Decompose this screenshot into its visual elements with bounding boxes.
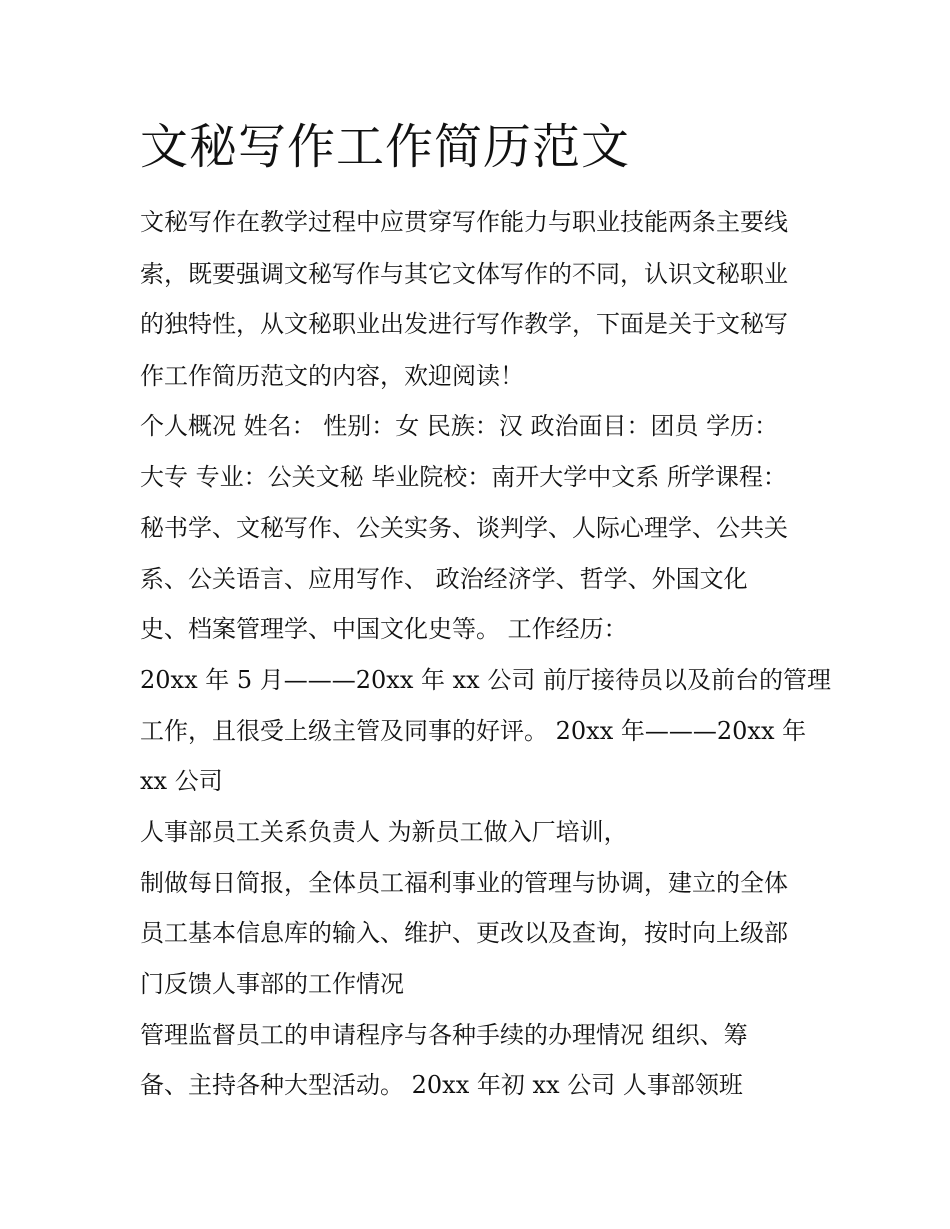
body-line: 系、公关语言、应用写作、 政治经济学、哲学、外国文化: [140, 565, 748, 593]
body-line: 索，既要强调文秘写作与其它文体写作的不同，认识文秘职业: [140, 260, 788, 288]
body-line: 20xx 年 5 月———20xx 年 xx 公司 前厅接待员以及前台的管理: [140, 666, 831, 694]
body-line: 文秘写作在教学过程中应贯穿写作能力与职业技能两条主要线: [140, 208, 788, 236]
body-line: 工作，且很受上级主管及同事的好评。 20xx 年———20xx 年: [140, 717, 807, 745]
body-line: xx 公司: [140, 767, 223, 795]
body-line: 史、档案管理学、中国文化史等。 工作经历：: [140, 615, 628, 643]
body-line: 作工作简历范文的内容，欢迎阅读！: [140, 362, 524, 390]
body-line: 个人概况 姓名： 性别：女 民族：汉 政治面目：团员 学历：: [140, 412, 779, 440]
body-line: 管理监督员工的申请程序与各种手续的办理情况 组织、筹: [140, 1021, 748, 1049]
body-line: 大专 专业：公关文秘 毕业院校：南开大学中文系 所学课程：: [140, 463, 787, 491]
body-line: 制做每日简报，全体员工福利事业的管理与协调，建立的全体: [140, 869, 788, 897]
body-line: 的独特性，从文秘职业出发进行写作教学，下面是关于文秘写: [140, 310, 788, 338]
body-line: 备、主持各种大型活动。 20xx 年初 xx 公司 人事部领班: [140, 1071, 743, 1099]
body-line: 员工基本信息库的输入、维护、更改以及查询，按时向上级部: [140, 919, 788, 947]
document-title: 文秘写作工作简历范文: [140, 119, 631, 175]
body-line: 人事部员工关系负责人 为新员工做入厂培训，: [140, 818, 628, 846]
body-line: 门反馈人事部的工作情况: [140, 970, 404, 998]
body-line: 秘书学、文秘写作、公关实务、谈判学、人际心理学、公共关: [140, 514, 788, 542]
